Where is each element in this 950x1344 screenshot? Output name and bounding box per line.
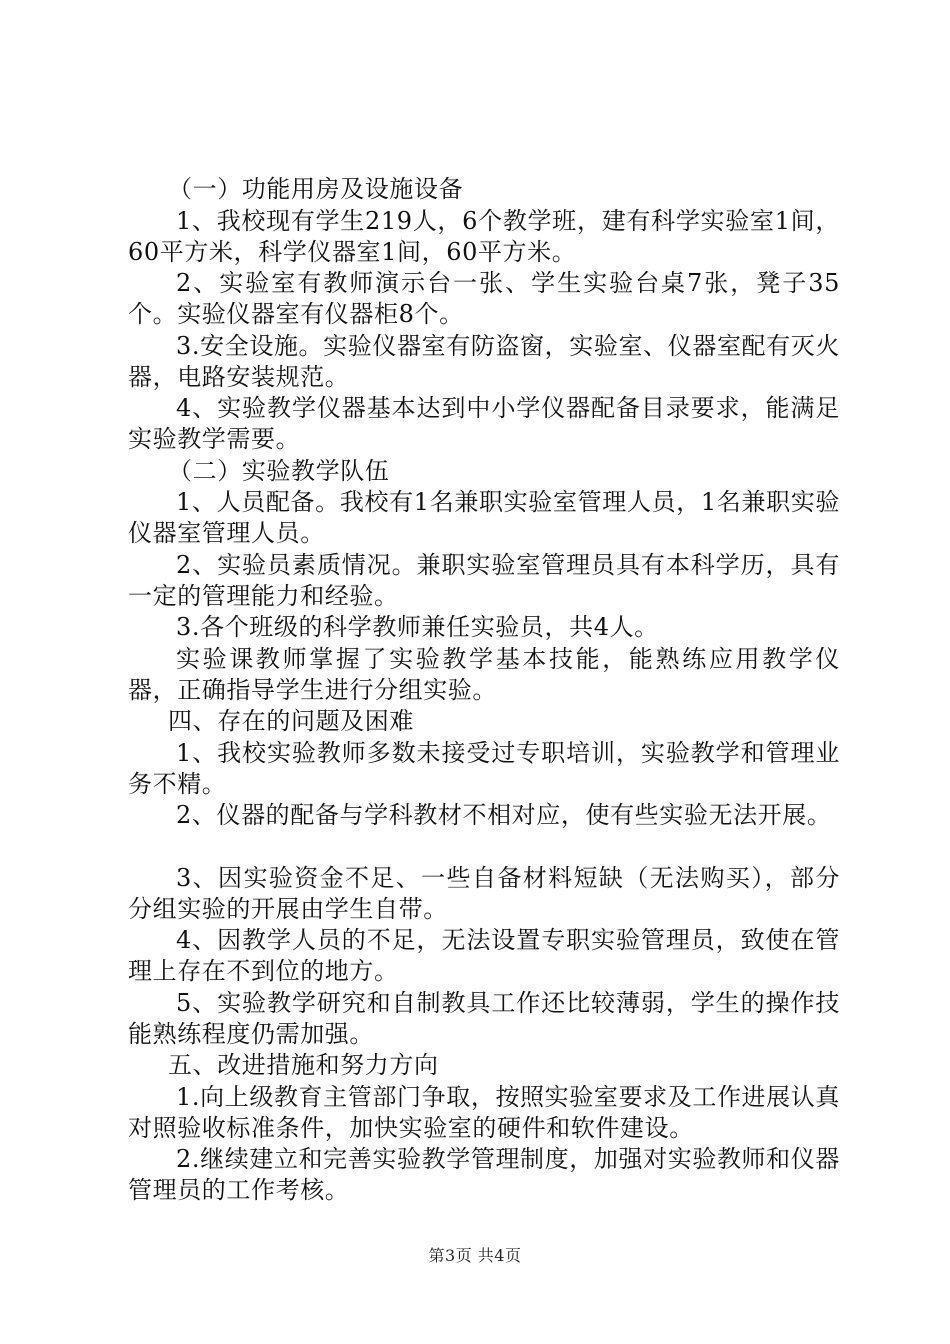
paragraph: 4、因教学人员的不足，无法设置专职实验管理员，致使在管理上存在不到位的地方。 — [128, 926, 840, 985]
section-heading: 五、改进措施和努力方向 — [168, 1051, 439, 1079]
paragraph: 2、实验员素质情况。兼职实验室管理员具有本科学历，具有一定的管理能力和经验。 — [128, 550, 840, 610]
paragraph: 5、实验教学研究和自制教具工作还比较薄弱，学生的操作技能熟练程度仍需加强。 — [128, 988, 840, 1048]
paragraph: 3.安全设施。实验仪器室有防盗窗，实验室、仪器室配有灭火器，电路安装规范。 — [128, 331, 840, 391]
document-body — [128, 174, 840, 1207]
paragraph: 1、我校现有学生219人，6个教学班，建有科学实验室1间，60平方米，科学仪器室1间，60平方米。 — [128, 206, 840, 266]
paragraph: 1、人员配备。我校有1名兼职实验室管理人员，1名兼职实验仪器室管理人员。 — [128, 488, 840, 547]
paragraph: 3.各个班级的科学教师兼任实验员，共4人。 — [176, 613, 659, 641]
paragraph: 2、仪器的配备与学科教材不相对应，使有些实验无法开展。 — [176, 801, 832, 829]
page-number-footer: 第3页 共4页 — [428, 1246, 522, 1265]
paragraph: 2、实验室有教师演示台一张、学生实验台桌7张，凳子35个。实验仪器室有仪器柜8个。 — [128, 269, 840, 328]
section-heading: （二）实验教学队伍 — [168, 456, 390, 485]
blank-line — [128, 832, 840, 863]
paragraph: 1.向上级教育主管部门争取，按照实验室要求及工作进展认真对照验收标准条件，加快实验室的硬件和软件建设。 — [128, 1082, 840, 1142]
section-heading: 四、存在的问题及困难 — [168, 707, 414, 735]
paragraph: 4、实验教学仪器基本达到中小学仪器配备目录要求，能满足实验教学需要。 — [128, 394, 840, 453]
paragraph: 2.继续建立和完善实验教学管理制度，加强对实验教师和仪器管理员的工作考核。 — [128, 1145, 840, 1204]
paragraph: 3、因实验资金不足、一些自备材料短缺（无法购买），部分分组实验的开展由学生自带。 — [128, 863, 840, 923]
paragraph: 1、我校实验教师多数未接受过专职培训，实验教学和管理业务不精。 — [128, 738, 840, 798]
paragraph: 实验课教师掌握了实验教学基本技能，能熟练应用教学仪器，正确指导学生进行分组实验。 — [128, 644, 840, 704]
section-heading: （一）功能用房及设施设备 — [168, 175, 464, 203]
